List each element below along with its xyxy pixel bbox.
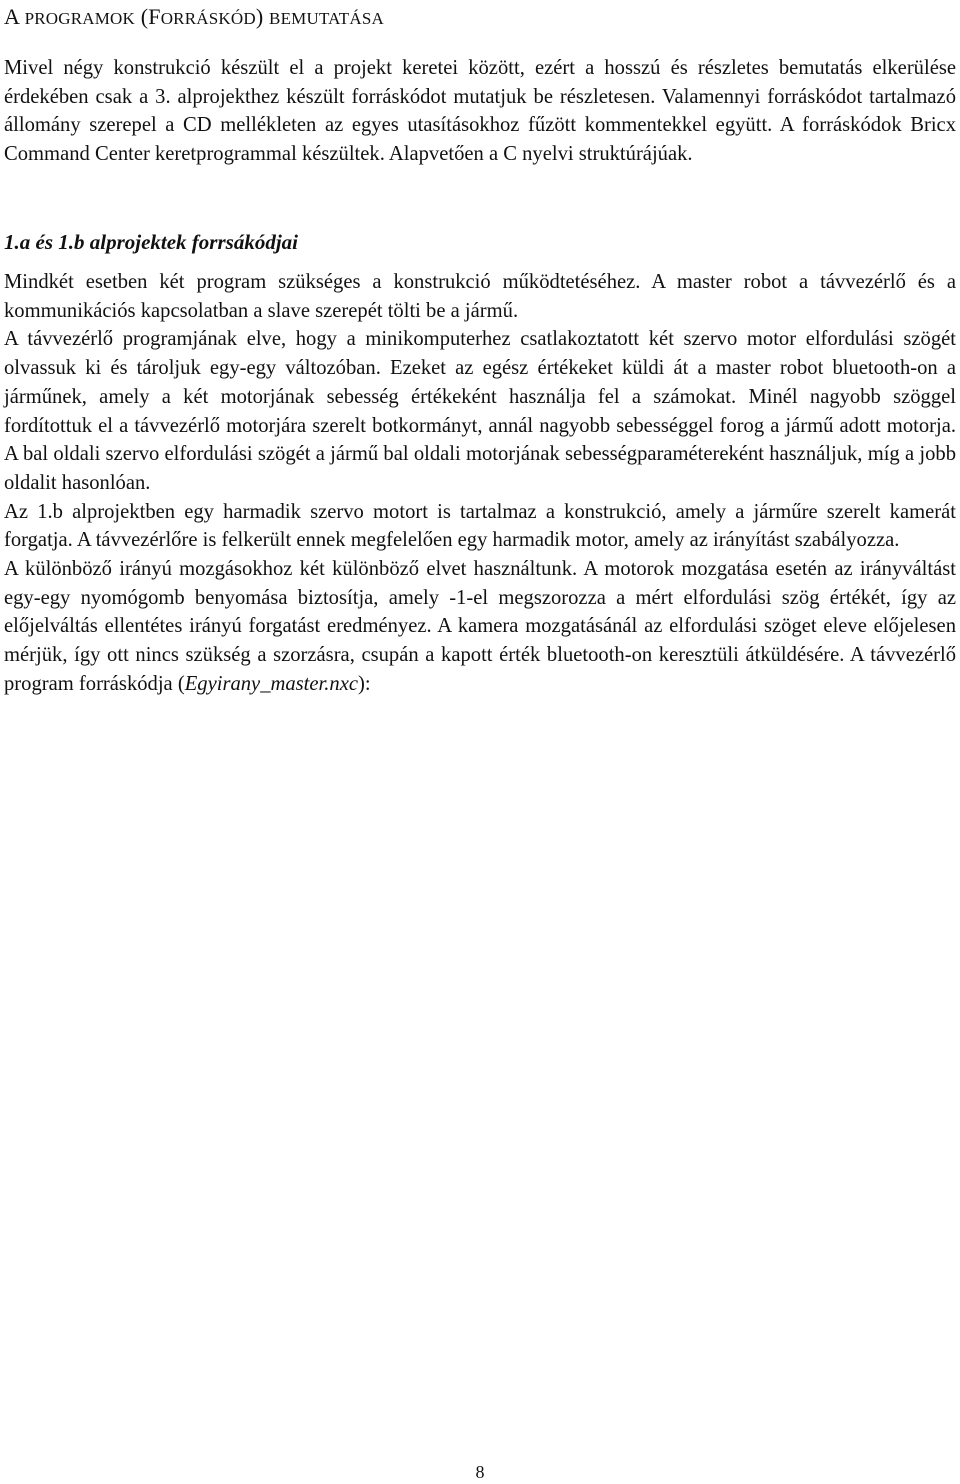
heading-part: ) bbox=[255, 4, 270, 29]
heading-part: BEMUTATÁSA bbox=[269, 9, 384, 28]
paragraph: Az 1.b alprojektben egy harmadik szervo motort is tartalmaz a konstrukció, amely a járműre szerelt kamerát forgatja. A távvezérlőre is felkerült ennek megfelelően egy harmadik motor, amely az irányítást szabályozza. bbox=[4, 500, 956, 552]
paragraph-text: A különböző irányú mozgásokhoz két különböző elvet használtunk. A motorok mozgatása esetén az irányváltást egy-egy nyomógomb benyomása biztosítja, amely -1-el megszorozza a mért elfordulási szög értékét, így az előjelváltás ellentétes irányú forgatást eredményez. A kamera mozgatásánál az elfordulási szöget eleve előjelesen mérjük, így ott nincs szükség a szorzásra, csupán a kapott érték bluetooth-on keresztüli átküldésére. A távvezérlő program forráskódja ( bbox=[4, 558, 956, 695]
page-number: 8 bbox=[475, 1462, 485, 1482]
paragraph bbox=[4, 555, 956, 699]
heading-part: ORRÁSKÓD bbox=[160, 9, 256, 28]
source-filename: Egyirany_master.nxc bbox=[184, 672, 358, 695]
intro-paragraph: Mivel négy konstrukció készült el a projekt keretei között, ezért a hosszú és részletes bemutatás elkerülése érdekében csak a 3. alprojekthez készült forráskódot mutatjuk be részletesen. Valamennyi forráskódot tartalmazó állomány szerepel a CD mellékleten az egyes utasításokhoz fűzött kommentekkel együtt. A forráskódok Bricx Command Center keretprogrammal készültek. Alapvetően a C nyelvi struktúrájúak. bbox=[4, 57, 956, 166]
paragraph-text: ): bbox=[358, 672, 371, 695]
document-page bbox=[4, 0, 956, 1484]
subsection-heading: 1.a és 1.b alprojektek forrsákódjai bbox=[4, 230, 298, 254]
paragraph: Mindkét esetben két program szükséges a konstrukció működtetéséhez. A master robot a távvezérlő és a kommunikációs kapcsolatban a slave szerepét tölti be a jármű. bbox=[4, 271, 956, 322]
section-heading bbox=[4, 3, 384, 33]
body-text bbox=[4, 268, 956, 699]
paragraph: A távvezérlő programjának elve, hogy a minikomputerhez csatlakoztatott két szervo motor elfordulási szögét olvassuk ki és tároljuk egy-egy változóban. Ezeket az egész értékeket küldi át a master robot bluetooth-on a járműnek, amely a két motorjának sebesség értékeként használja fel a számokat. Minél nagyobb szöggel fordítottuk el a távvezérlő motorjára szerelt botkormányt, annál nagyobb sebességgel forog a jármű adott motorja. A bal oldali szervo elfordulási szögét a jármű bal oldali motorjának sebességparamétereként használjuk, míg a jobb oldalit hasonlóan. bbox=[4, 328, 956, 494]
heading-part: A bbox=[4, 4, 25, 29]
heading-part: PROGRAMOK bbox=[24, 9, 136, 28]
heading-part: (F bbox=[135, 4, 161, 29]
